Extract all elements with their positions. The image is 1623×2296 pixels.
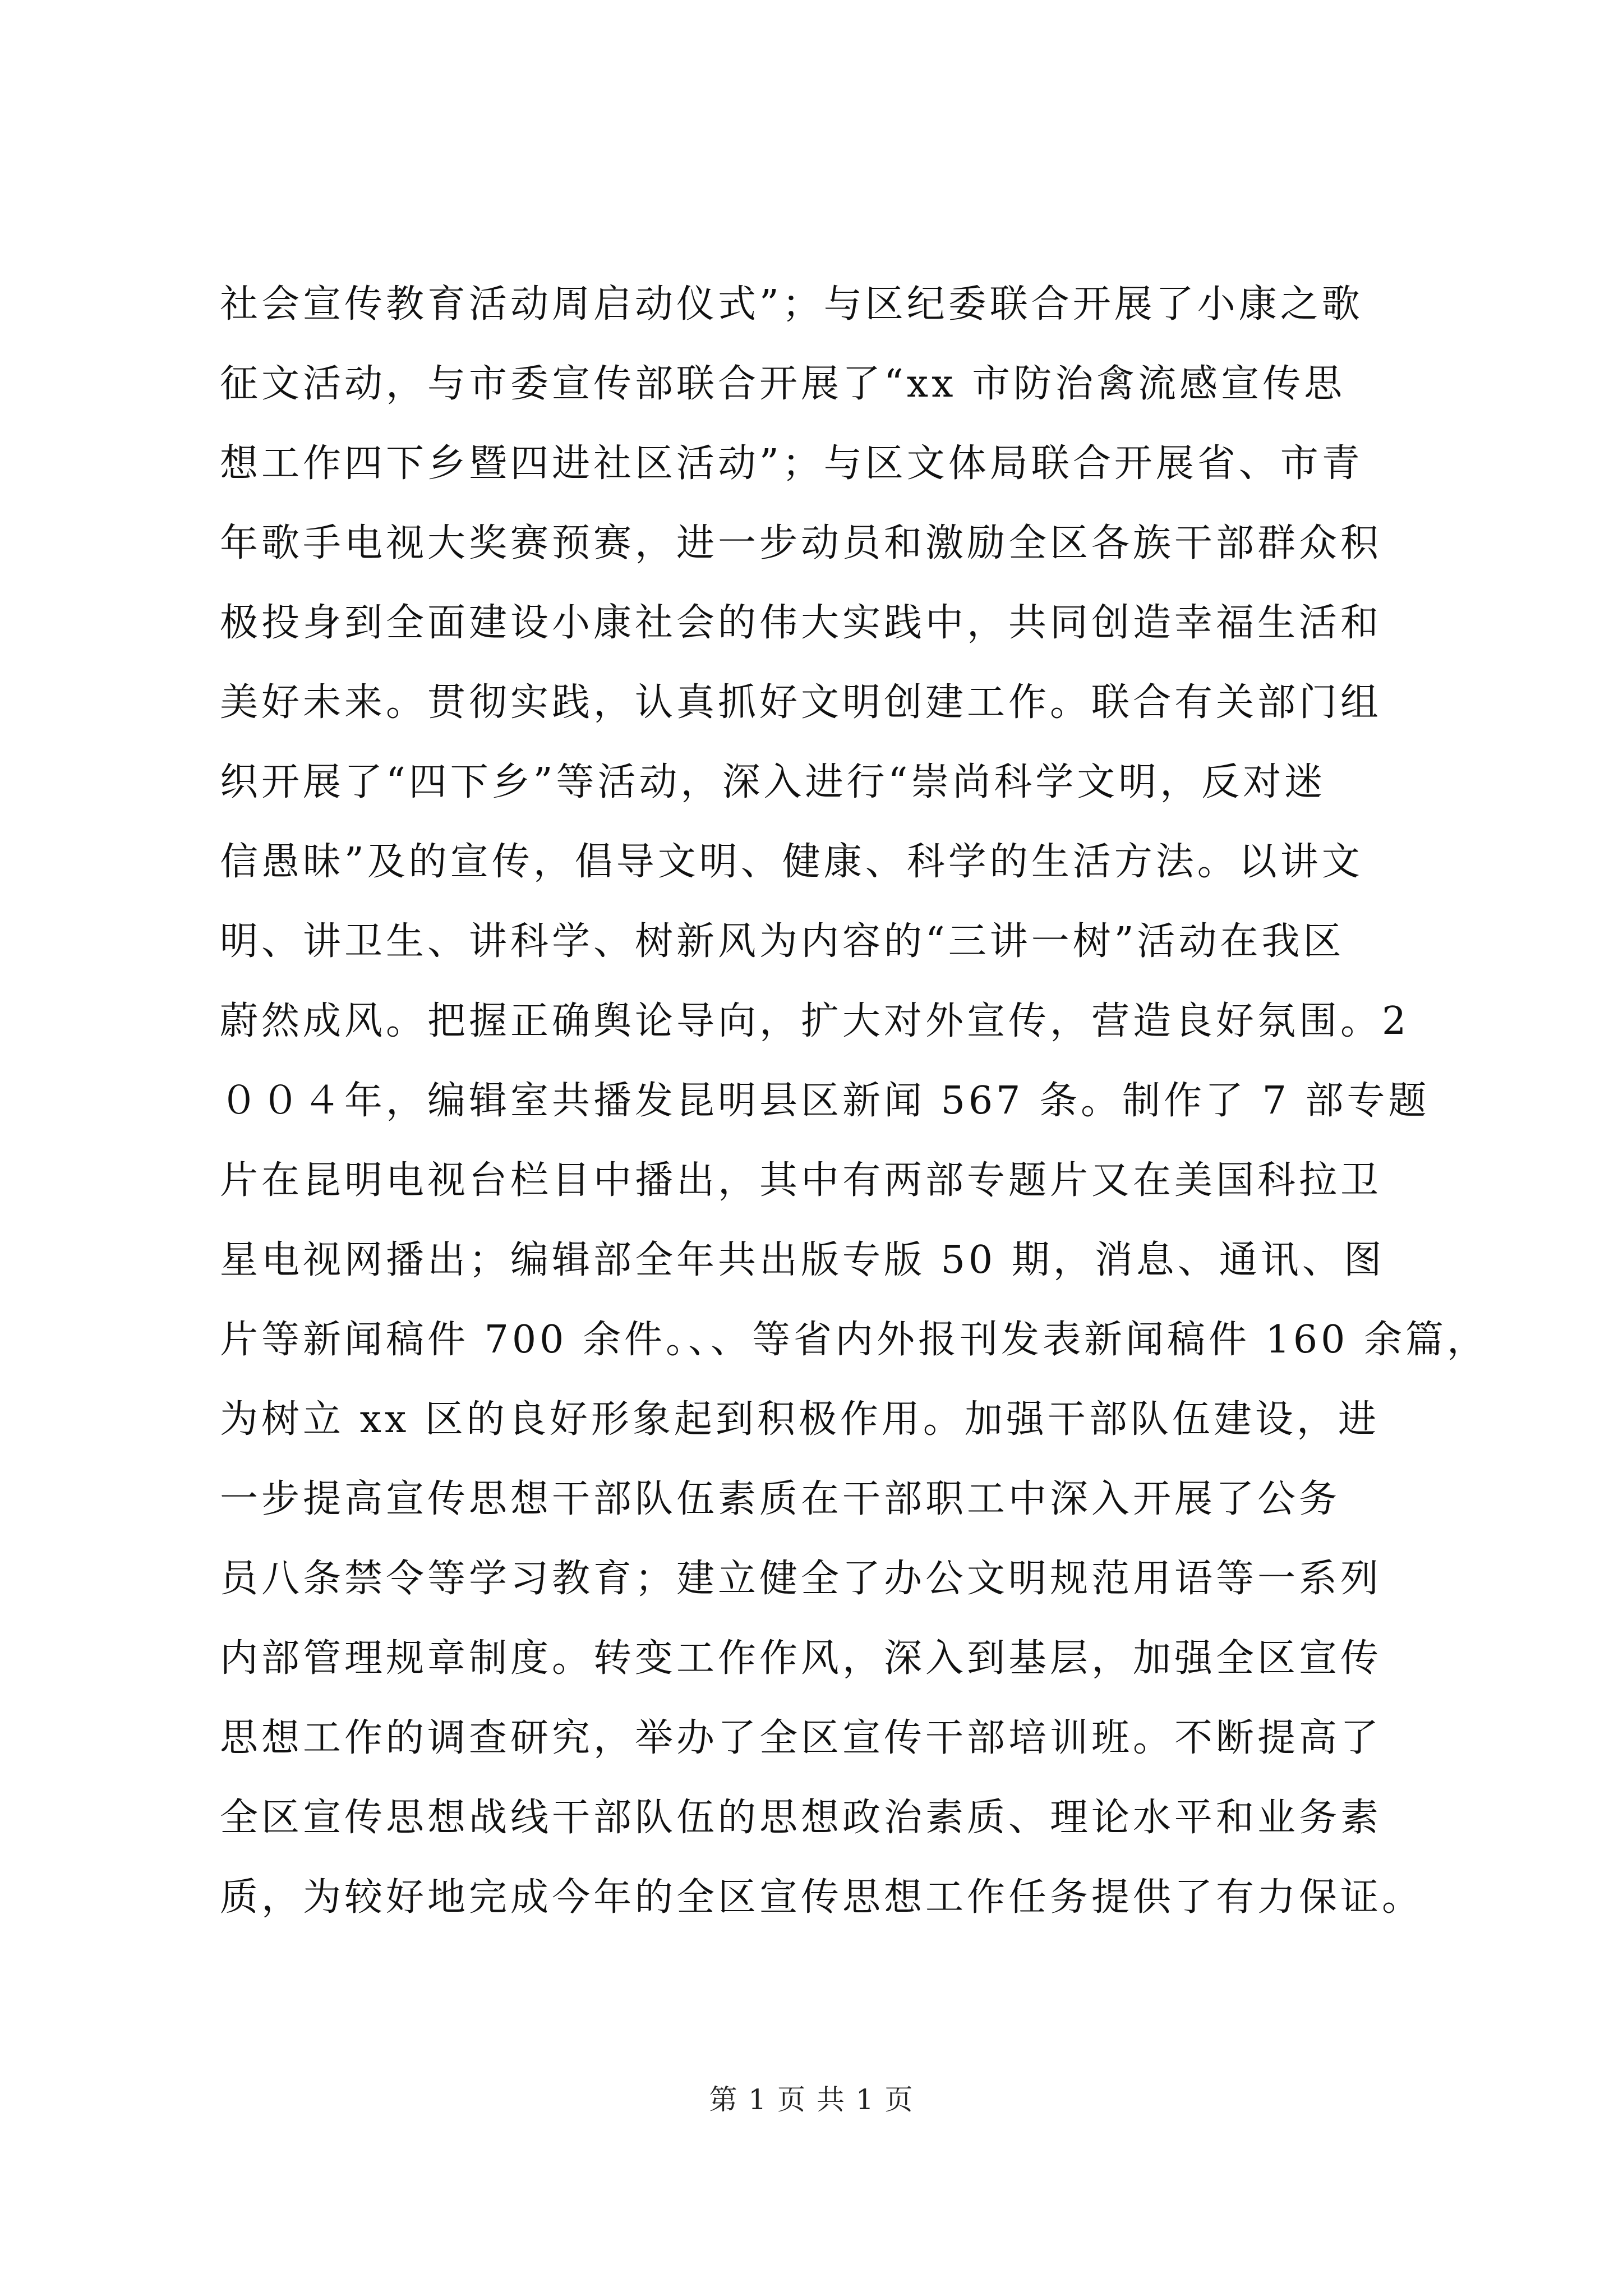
text-line-10: 蔚然成风。把握正确舆论导向，扩大对外宣传，营造良好氛围。2 [220,999,1410,1043]
text-line-3: 想工作四下乡暨四进社区活动”；与区文体局联合开展省、市青 [220,441,1363,486]
text-line-13: 星电视网播出；编辑部全年共出版专版 50 期，消息、通讯、图 [220,1238,1385,1282]
text-line-5: 极投身到全面建设小康社会的伟大实践中，共同创造幸福生活和 [220,601,1382,645]
text-line-21: 质，为较好地完成今年的全区宣传思想工作任务提供了有力保证。 [220,1875,1424,1920]
text-line-2: 征文活动，与市委宣传部联合开展了“xx 市防治禽流感宣传思 [220,362,1346,406]
text-line-11: ００４年，编辑室共播发昆明县区新闻 567 条。制作了 7 部专题 [220,1079,1430,1123]
text-line-14: 片等新闻稿件 700 余件。、、等省内外报刊发表新闻稿件 160 余篇， [220,1318,1489,1362]
text-line-8: 信愚昧”及的宣传，倡导文明、健康、科学的生活方法。以讲文 [220,840,1363,884]
text-line-9: 明、讲卫生、讲科学、树新风为内容的“三讲一树”活动在我区 [220,919,1345,964]
body-text [220,265,1489,1938]
page-number-footer: 第 1 页 共 1 页 [709,2083,914,2116]
text-line-12: 片在昆明电视台栏目中播出，其中有两部专题片又在美国科拉卫 [220,1158,1382,1203]
text-line-15: 为树立 xx 区的良好形象起到积极作用。加强干部队伍建设，进 [220,1397,1380,1442]
text-line-7: 织开展了“四下乡”等活动，深入进行“崇尚科学文明，反对迷 [220,760,1326,804]
text-line-18: 内部管理规章制度。转变工作作风，深入到基层，加强全区宣传 [220,1636,1382,1681]
text-line-16: 一步提高宣传思想干部队伍素质在干部职工中深入开展了公务 [220,1477,1341,1521]
text-line-6: 美好未来。贯彻实践，认真抓好文明创建工作。联合有关部门组 [220,680,1382,725]
text-line-1: 社会宣传教育活动周启动仪式”；与区纪委联合开展了小康之歌 [220,282,1363,326]
text-line-17: 员八条禁令等学习教育；建立健全了办公文明规范用语等一系列 [220,1557,1382,1601]
text-line-20: 全区宣传思想战线干部队伍的思想政治素质、理论水平和业务素 [220,1796,1382,1840]
text-line-19: 思想工作的调查研究，举办了全区宣传干部培训班。不断提高了 [220,1716,1382,1760]
text-line-4: 年歌手电视大奖赛预赛，进一步动员和激励全区各族干部群众积 [220,521,1382,565]
